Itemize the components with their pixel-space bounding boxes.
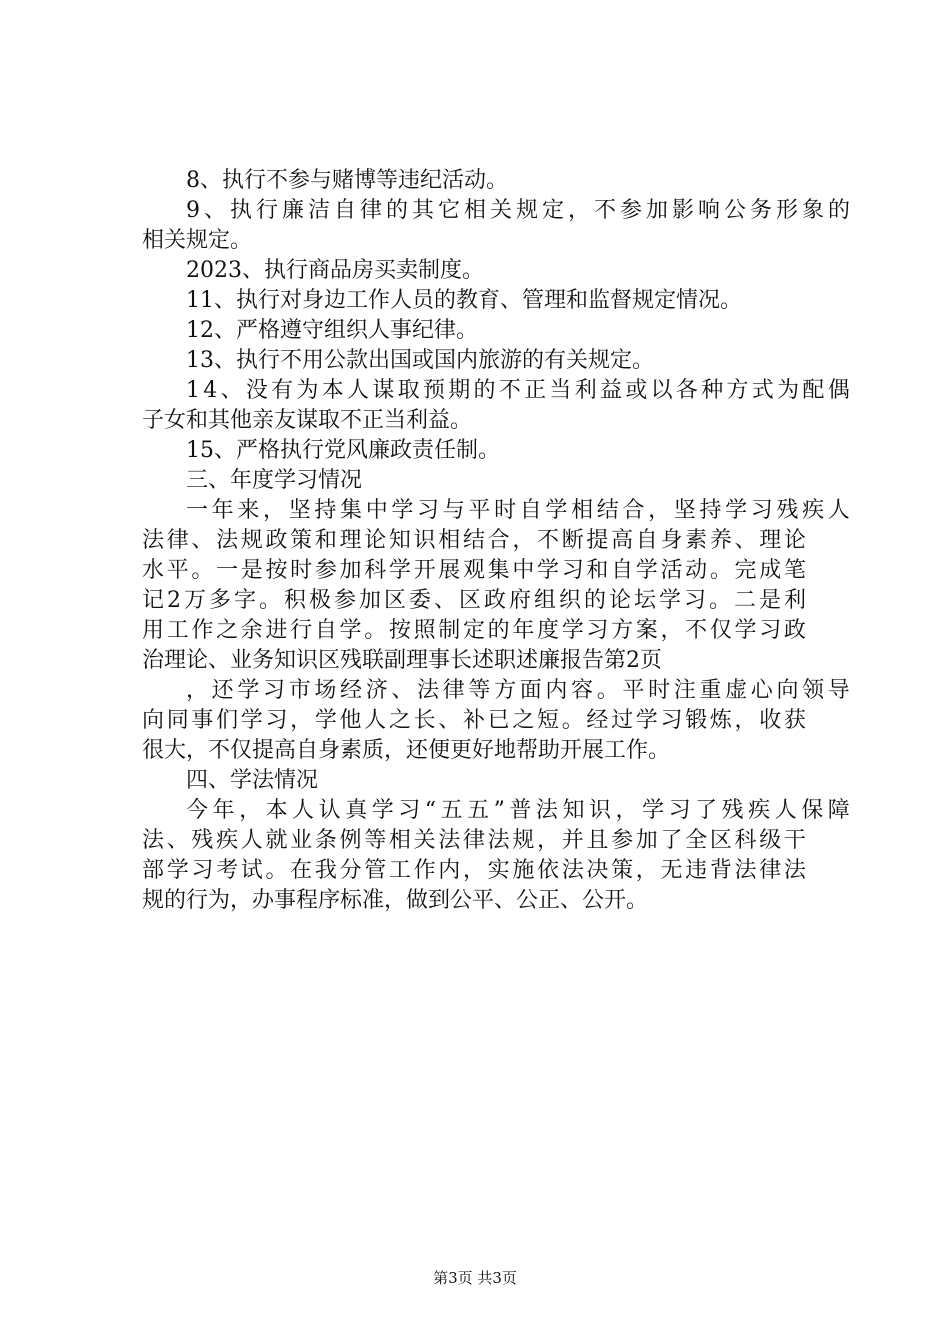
text-line: 法 律 、 法 规 政 策 和 理 论 知 识 相 结 合 ， 不 断 提 高 自 身 素 养 、 理 论: [142, 528, 806, 553]
section-heading: 四、学法情况: [186, 768, 319, 793]
text-line: 用 工 作 之 余 进 行 自 学 。 按 照 制 定 的 年 度 学 习 方 案 ， 不 仅 学 习 政: [142, 618, 806, 643]
text-line: 部 学 习 考 试 。 在 我 分 管 工 作 内 ， 实 施 依 法 决 策 ， 无 违 背 法 律 法: [142, 858, 806, 883]
text-line: 水 平 。 一 是 按 时 参 加 科 学 开 展 观 集 中 学 习 和 自 学 活 动 。 完 成 笔: [142, 558, 806, 583]
text-line: 子女和其他亲友谋取不正当利益。: [142, 408, 473, 433]
text-line: 规的行为，办事程序标准，做到公平、公正、公开。: [142, 888, 649, 913]
text-line: 8、执行不参与赌博等违纪活动。: [186, 168, 508, 193]
text-line: 1 4 、 没 有 为 本 人 谋 取 预 期 的 不 正 当 利 益 或 以 各 种 方 式 为 配 偶: [186, 378, 850, 403]
text-line: 很大，不仅提高自身素质，还便更好地帮助开展工作。: [142, 738, 671, 763]
text-line: 11、执行对身边工作人员的教育、管理和监督规定情况。: [186, 288, 742, 313]
text-line: 今 年 ， 本 人 认 真 学 习 “ 五 五 ” 普 法 知 识 ， 学 习 了 残 疾 人 保 障: [186, 798, 850, 823]
text-line: 12、严格遵守组织人事纪律。: [186, 318, 478, 343]
text-line: 2023、执行商品房买卖制度。: [186, 258, 484, 283]
text-line: 9 、 执 行 廉 洁 自 律 的 其 它 相 关 规 定 ， 不 参 加 影 响 公 务 形 象 的: [186, 198, 850, 223]
document-body: [142, 166, 850, 916]
text-line: 相关规定。: [142, 228, 253, 253]
text-line: 记 2 万 多 字 。 积 极 参 加 区 委 、 区 政 府 组 织 的 论 坛 学 习 。 二 是 利: [142, 588, 806, 613]
section-heading: 三、年度学习情况: [186, 468, 363, 493]
text-line: 法 、 残 疾 人 就 业 条 例 等 相 关 法 律 法 规 ， 并 且 参 加 了 全 区 科 级 干: [142, 828, 806, 853]
text-line: ， 还 学 习 市 场 经 济 、 法 律 等 方 面 内 容 。 平 时 注 重 虚 心 向 领 导: [186, 678, 850, 703]
text-line: 向 同 事 们 学 习 ， 学 他 人 之 长 、 补 已 之 短 。 经 过 学 习 锻 炼 ， 收 获: [142, 708, 806, 733]
text-line: 一 年 来 ， 坚 持 集 中 学 习 与 平 时 自 学 相 结 合 ， 坚 持 学 习 残 疾 人: [186, 498, 850, 523]
text-line: 治理论、业务知识区残联副理事长述职述廉报告第2页: [142, 648, 662, 673]
page-footer: 第3页 共3页: [433, 1269, 517, 1287]
text-line: 13、执行不用公款出国或国内旅游的有关规定。: [186, 348, 654, 373]
text-line: 15、严格执行党风廉政责任制。: [186, 438, 500, 463]
